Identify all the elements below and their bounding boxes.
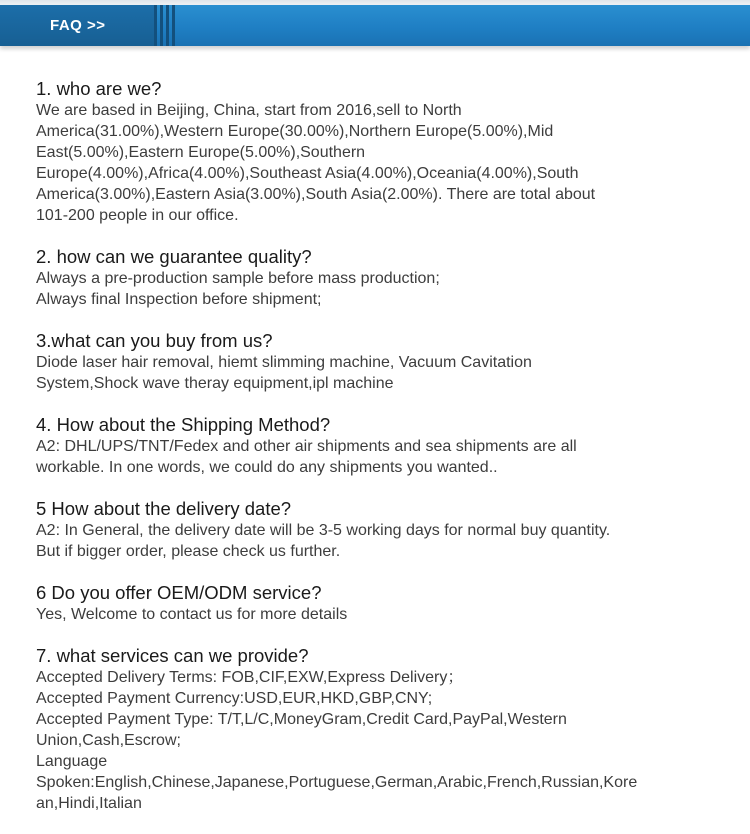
answer-line: But if bigger order, please check us further.: [36, 543, 341, 560]
faq-item: [36, 498, 726, 562]
faq-banner: [0, 0, 750, 52]
faq-question: 5 How about the delivery date?: [36, 498, 292, 519]
faq-question: 7. what services can we provide?: [36, 645, 309, 666]
answer-line: Spoken:English,Chinese,Japanese,Portuguese,German,Arabic,French,Russian,Kore: [36, 774, 638, 791]
faq-question: 1. who are we?: [36, 78, 162, 99]
faq-question: 4. How about the Shipping Method?: [36, 414, 331, 435]
banner-stripe: [160, 5, 163, 46]
banner-stripe: [154, 5, 157, 46]
banner-stripe: [166, 5, 169, 46]
banner-title: FAQ >>: [50, 17, 106, 34]
faq-answer: [36, 520, 726, 562]
answer-line: Always final Inspection before shipment;: [36, 291, 322, 308]
faq-item: [36, 414, 726, 478]
answer-line: 101-200 people in our office.: [36, 207, 239, 224]
answer-line: Always a pre-production sample before mass production;: [36, 270, 440, 287]
answer-line: Union,Cash,Escrow;: [36, 732, 181, 749]
answer-line: East(5.00%),Eastern Europe(5.00%),Southern: [36, 144, 366, 161]
answer-line: Diode laser hair removal, hiemt slimming machine, Vacuum Cavitation: [36, 354, 532, 371]
answer-line: We are based in Beijing, China, start from 2016,sell to North: [36, 102, 462, 119]
faq-item: [36, 78, 726, 226]
answer-line: America(3.00%),Eastern Asia(3.00%),South Asia(2.00%). There are total about: [36, 186, 596, 203]
answer-line: Yes, Welcome to contact us for more details: [36, 606, 348, 623]
faq-answer: [36, 604, 726, 625]
faq-question: 6 Do you offer OEM/ODM service?: [36, 582, 322, 603]
faq-item: [36, 582, 726, 625]
faq-item: [36, 246, 726, 310]
answer-line: America(31.00%),Western Europe(30.00%),Northern Europe(5.00%),Mid: [36, 123, 554, 140]
faq-item: [36, 330, 726, 394]
answer-line: Accepted Delivery Terms: FOB,CIF,EXW,Express Delivery；: [36, 669, 464, 686]
answer-line: A2: In General, the delivery date will be 3-5 working days for normal buy quantity.: [36, 522, 611, 539]
faq-answer: [36, 667, 726, 814]
answer-line: A2: DHL/UPS/TNT/Fedex and other air shipments and sea shipments are all: [36, 438, 577, 455]
answer-line: Language: [36, 753, 108, 770]
banner-bar: [0, 5, 750, 46]
faq-answer: [36, 100, 726, 226]
faq-answer: [36, 352, 726, 394]
answer-line: an,Hindi,Italian: [36, 795, 142, 812]
answer-line: Europe(4.00%),Africa(4.00%),Southeast Asia(4.00%),Oceania(4.00%),South: [36, 165, 579, 182]
answer-line: Accepted Payment Currency:USD,EUR,HKD,GBP,CNY;: [36, 690, 433, 707]
faq-item: [36, 645, 726, 814]
faq-list: [36, 78, 726, 834]
faq-answer: [36, 268, 726, 310]
answer-line: Accepted Payment Type: T/T,L/C,MoneyGram,Credit Card,PayPal,Western: [36, 711, 567, 728]
faq-answer: [36, 436, 726, 478]
answer-line: workable. In one words, we could do any shipments you wanted..: [36, 459, 498, 476]
banner-stripe: [172, 5, 175, 46]
faq-question: 3.what can you buy from us?: [36, 330, 273, 351]
answer-line: System,Shock wave theray equipment,ipl machine: [36, 375, 394, 392]
faq-question: 2. how can we guarantee quality?: [36, 246, 312, 267]
